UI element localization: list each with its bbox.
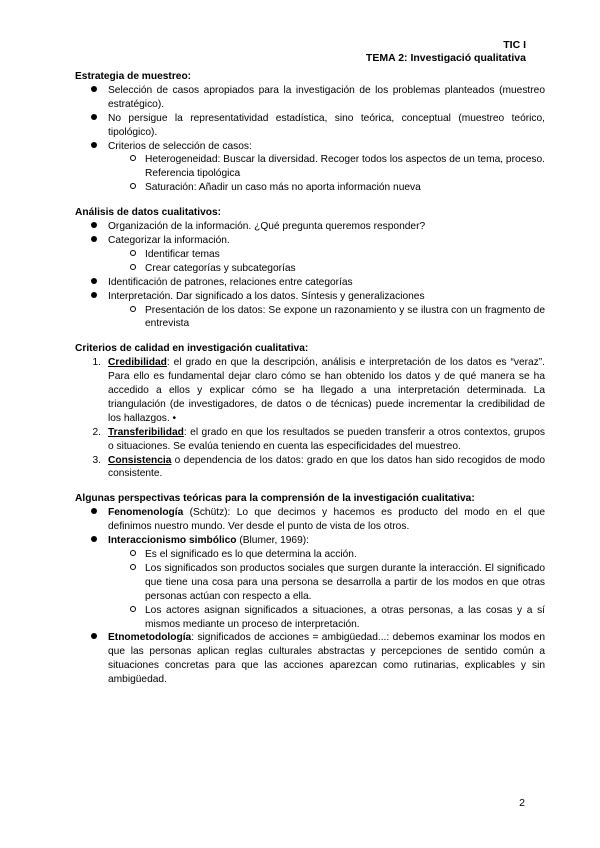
bullet-icon (87, 631, 101, 645)
list-item: Selección de casos apropiados para la investigación de los problemas planteados (muestreo estratégico). (75, 84, 545, 112)
sub-list-item: Crear categorías y subcategorías (75, 262, 545, 276)
bullet-list (75, 84, 545, 195)
circle-bullet-icon (128, 153, 138, 167)
bullet-icon (87, 234, 101, 248)
numbered-list (75, 356, 545, 481)
list-item: Organización de la información. ¿Qué pregunta queremos responder? (75, 220, 545, 234)
sub-list-item: Presentación de los datos: Se expone un razonamiento y se ilustra con un fragmento de entrevista (75, 304, 545, 332)
circle-bullet-icon (128, 248, 138, 262)
section-heading: Algunas perspectivas teóricas para la comprensión de la investigación cualitativa: (75, 493, 475, 505)
sub-list-item: Saturación: Añadir un caso más no aporta información nueva (75, 181, 545, 195)
list-item: Interpretación. Dar significado a los datos. Síntesis y generalizaciones (75, 290, 545, 304)
term: Fenomenología (108, 507, 184, 519)
list-item: Etnometodología: significados de acciones = ambigüedad...: debemos examinar los modos en que las personas aplican reglas culturales abstractas y percepciones de sentido común a situaciones concretas para que las acciones aparezcan como rutinarias, explicables y sin ambigüedad. (75, 631, 545, 687)
section-heading: Criterios de calidad en investigación cualitativa: (75, 343, 309, 355)
sub-list-item: Los actores asignan significados a situaciones, a otras personas, a las cosas y a sí mismos mediante un proceso de interpretación. (75, 604, 545, 632)
section-perspectivas (75, 492, 545, 687)
list-item: Identificación de patrones, relaciones entre categorías (75, 276, 545, 290)
section-heading: Análisis de datos cualitativos: (75, 207, 222, 219)
circle-bullet-icon (128, 181, 138, 195)
term: Etnometodología (108, 632, 192, 644)
term: Transferibilidad (108, 426, 184, 438)
bullet-icon (87, 290, 101, 304)
section-heading: Estrategia de muestreo: (75, 71, 192, 82)
list-number: 3. (92, 454, 101, 466)
bullet-icon (87, 112, 101, 126)
bullet-icon (87, 140, 101, 154)
list-item: Categorizar la información. (75, 234, 545, 248)
term: Credibilidad (108, 357, 167, 369)
section-analisis (75, 206, 545, 331)
list-item: 2. Transferibilidad: el grado en que los resultados se pueden transferir a otros contextos, grupos o situaciones. Se evalúa teniendo en cuenta las especificidades del muestreo. (75, 426, 545, 454)
topic-title: TEMA 2: Investigació qualitativa (365, 52, 526, 64)
bullet-list (75, 220, 545, 331)
sub-list-item: Los significados son productos sociales que surgen durante la interacción. El significado que tiene una cosa para una persona se desarrolla a partir de los modos en que otras personas actúan con respecto a ella. (75, 562, 545, 604)
list-item: 3. Consistencia o dependencia de los datos: grado en que los datos han sido recogidos de modo consistente. (75, 454, 545, 482)
list-number: 2. (92, 426, 101, 438)
sub-list-item: Identificar temas (75, 248, 545, 262)
list-item: No persigue la representatividad estadística, sino teórica, conceptual (muestreo teórico, tipológico). (75, 112, 545, 140)
course-title: TIC I (503, 39, 526, 51)
sub-list-item: Heterogeneidad: Buscar la diversidad. Recoger todos los aspectos de un tema, proceso. Referencia tipológica (75, 153, 545, 181)
document-body (75, 70, 545, 687)
list-item: 1. Credibilidad: el grado en que la descripción, análisis e interpretación de los datos es “veraz”. Para ello es fundamental dejar claro cómo se han obtenido los datos y de qué manera se ha accedido a ellos y explicar cómo se ha llegado a una interpretación determinada. La triangulación (de investigadores, de datos o de técnicas) puede incrementar la credibilidad de los hallazgos. • (75, 356, 545, 426)
page-number: 2 (519, 797, 525, 809)
bullet-list (75, 506, 545, 687)
bullet-icon (87, 276, 101, 290)
circle-bullet-icon (128, 604, 138, 618)
section-muestreo (75, 70, 545, 195)
bullet-icon (87, 84, 101, 98)
section-calidad (75, 342, 545, 481)
term: Interaccionismo simbólico (108, 535, 237, 547)
list-number: 1. (92, 357, 101, 369)
bullet-icon (87, 506, 101, 520)
term: Consistencia (108, 454, 172, 466)
bullet-icon (87, 534, 101, 548)
list-item: Fenomenología (Schütz): Lo que decimos y hacemos es producto del modo en el que definimos nuestro mundo. Ver desde el punto de vista de los otros. (75, 506, 545, 534)
list-item: Interaccionismo simbólico (Blumer, 1969): (75, 534, 545, 548)
sub-list-item: Es el significado es lo que determina la acción. (75, 548, 545, 562)
list-item: Criterios de selección de casos: (75, 140, 545, 154)
circle-bullet-icon (128, 304, 138, 318)
circle-bullet-icon (128, 548, 138, 562)
circle-bullet-icon (128, 262, 138, 276)
bullet-icon (87, 220, 101, 234)
circle-bullet-icon (128, 562, 138, 576)
